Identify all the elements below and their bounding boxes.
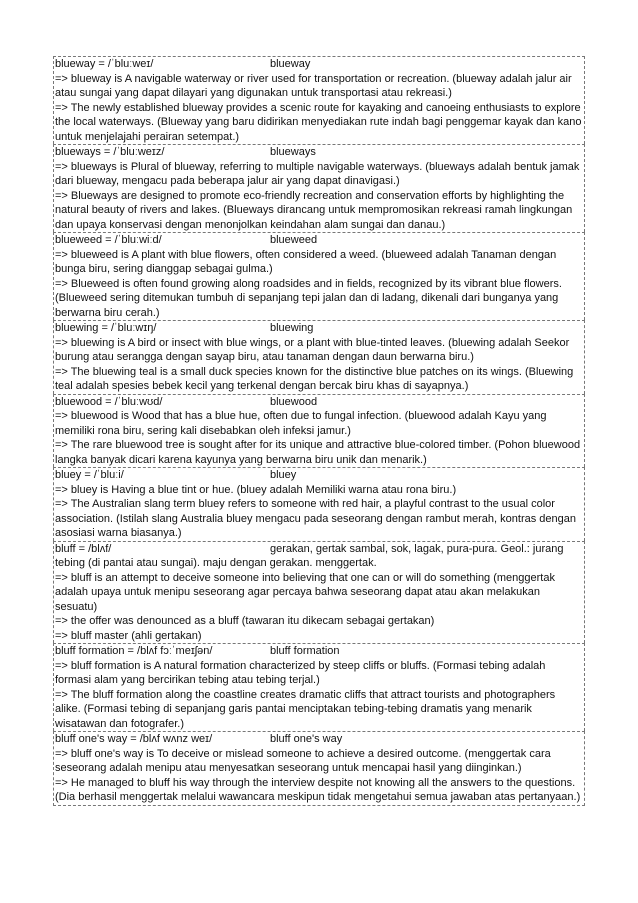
entry-headword: bluey = /ˈbluːi/ [55, 469, 124, 481]
entry-text-line: => blueweed is A plant with blue flowers, often considered a weed. (blueweed adalah Tanaman dengan bunga biru, sering dianggap sebagai gulma.) [55, 248, 557, 275]
entry-text-line: => The bluewing teal is a small duck species known for the distinctive blue patches on its wings. (Bluewing teal adalah spesies bebek kecil yang terkenal dengan bercak biru khas di sayapnya.) [55, 365, 574, 392]
entry-heading [54, 57, 584, 72]
entry-headword: bluewood = /ˈbluːwʊd/ [55, 395, 163, 408]
entry-label: bluff formation [270, 645, 340, 657]
entry-text-line: => The rare bluewood tree is sought after for its unique and attractive blue-colored timber. (Pohon bluewood langka banyak dicari karena kayunya yang berwarna biru unik dan menarik.) [55, 439, 581, 466]
entry-text-line: => bluff one's way is To deceive or mislead someone to achieve a desired outcome. (menggertak cara seseorang adalah menipu atau menyesatkan seseorang untuk mencapai hasil yang diinginkan.) [55, 747, 551, 774]
entry-heading [54, 321, 584, 336]
entry-text-line: => blueway is A navigable waterway or river used for transportation or recreation. (blueway adalah jalur air atau sungai yang dapat dilayari yang digunakan untuk transportasi atau rekreasi.) [55, 72, 572, 99]
dictionary-entry [53, 541, 585, 644]
entry-text-line: => The Australian slang term bluey refers to someone with red hair, a playful contrast to the usual color association. (Istilah slang Australia bluey mengacu pada seseorang dengan rambut merah, kontras dengan asosiasi warna biasanya.) [55, 498, 576, 539]
entry-heading [54, 644, 584, 659]
entry-label: bluewood [270, 395, 318, 408]
entry-label: bluey [270, 469, 297, 481]
entry-text-line: => bluff is an attempt to deceive someone into believing that one can or will do something (menggertak adalah upaya untuk menipu seseorang agar percaya bahwa seseorang dapat atau akan melakukan sesuatu) [55, 571, 555, 613]
dictionary-entry [53, 56, 585, 144]
entry-text-line: => blueways is Plural of blueway, referring to multiple navigable waterways. (blueways adalah bentuk jamak dari blueway, mengacu pada beberapa jalur air yang dapat dinavigasi.) [55, 160, 580, 187]
entry-text-line: => bluey is Having a blue tint or hue. (bluey adalah Memiliki warna atau rona biru.) [55, 483, 457, 496]
entry-headword: bluewing = /ˈbluːwɪŋ/ [55, 322, 157, 334]
entry-heading [54, 395, 584, 410]
entry-text-line: => bluewing is A bird or insect with blue wings, or a plant with blue-tinted leaves. (bluewing adalah Seekor burung atau serangga dengan sayap biru, atau tanaman dengan daun berwarna biru.) [55, 336, 570, 363]
dictionary-entry [53, 643, 585, 731]
entry-heading [54, 233, 584, 248]
dictionary-entry [53, 144, 585, 232]
entry-headword: bluff one's way = /blʌf wʌnz weɪ/ [55, 733, 213, 745]
entry-headword: blueway = /ˈbluːweɪ/ [55, 58, 154, 70]
dictionary-entry [53, 320, 585, 394]
entry-headword: blueways = /ˈbluːweɪz/ [55, 146, 165, 158]
entry-heading [54, 145, 584, 160]
dictionary-entry [53, 232, 585, 320]
entry-label: blueways [270, 146, 316, 158]
entry-label: bluff one's way [270, 733, 343, 745]
entry-text-line: => Blueweed is often found growing along roadsides and in fields, recognized by its vibrant blue flowers. (Blueweed sering ditemukan tumbuh di sepanjang tepi jalan dan di ladang, dikenali dari bunganya yang berwarna biru cerah.) [55, 277, 562, 319]
entry-text-line: => He managed to bluff his way through the interview despite not knowing all the answers to the questions. (Dia berhasil menggertak melalui wawancara meskipun tidak mengetahui semua jawaban atas pertanyaan.) [55, 776, 581, 803]
entry-label: blueway [270, 58, 311, 70]
entry-text-line: => bluewood is Wood that has a blue hue, often due to fungal infection. (bluewood adalah Kayu yang memiliki rona biru, sering kali disebabkan oleh infeksi jamur.) [55, 410, 547, 437]
entry-text-line: => The newly established blueway provides a scenic route for kayaking and canoeing enthusiasts to explore the local waterways. (Blueway yang baru didirikan menyediakan rute indah bagi penggemar kayak dan kano untuk menjelajahi perairan setempat.) [55, 101, 582, 143]
entry-text-line: => Blueways are designed to promote eco-friendly recreation and conservation efforts by highlighting the natural beauty of rivers and lakes. (Blueways dirancang untuk mempromosikan rekreasi ramah lingkungan dan upaya konservasi dengan menonjolkan keindahan alam sungai dan danau.) [55, 189, 573, 231]
dictionary-sheet [53, 56, 585, 806]
entry-text-line: => The bluff formation along the coastline creates dramatic cliffs that attract tourists and photographers alike. (Formasi tebing di sepanjang garis pantai menciptakan tebing-tebing dramatis yang menarik wisatawan dan fotografer.) [55, 688, 556, 730]
entry-headword: blueweed = /ˈbluːwiːd/ [55, 234, 162, 246]
entry-label: gerakan, gertak sambal, sok, lagak, pura-pura. Geol.: jurang [270, 542, 564, 555]
entry-text-line: tebing (di pantai atau sungai). maju dengan gerakan. menggertak. [55, 557, 377, 569]
entry-text-line: => bluff formation is A natural formation characterized by steep cliffs or bluffs. (Formasi tebing adalah formasi alam yang bercirikan tebing atau tebing terjal.) [55, 659, 546, 686]
entry-text-line: => the offer was denounced as a bluff (tawaran itu dikecam sebagai gertakan) [55, 615, 435, 627]
entry-label: blueweed [270, 234, 318, 246]
dictionary-entry [53, 731, 585, 806]
dictionary-entry [53, 394, 585, 468]
dictionary-entry [53, 467, 585, 541]
entry-heading [54, 542, 584, 557]
entry-text-line: => bluff master (ahli gertakan) [55, 629, 202, 642]
entry-headword: bluff = /blʌf/ [55, 542, 112, 555]
entry-headword: bluff formation = /blʌf fɔːˈmeɪʃən/ [55, 645, 213, 657]
entry-heading [54, 732, 584, 747]
entry-label: bluewing [270, 322, 314, 334]
entry-heading [54, 468, 584, 483]
